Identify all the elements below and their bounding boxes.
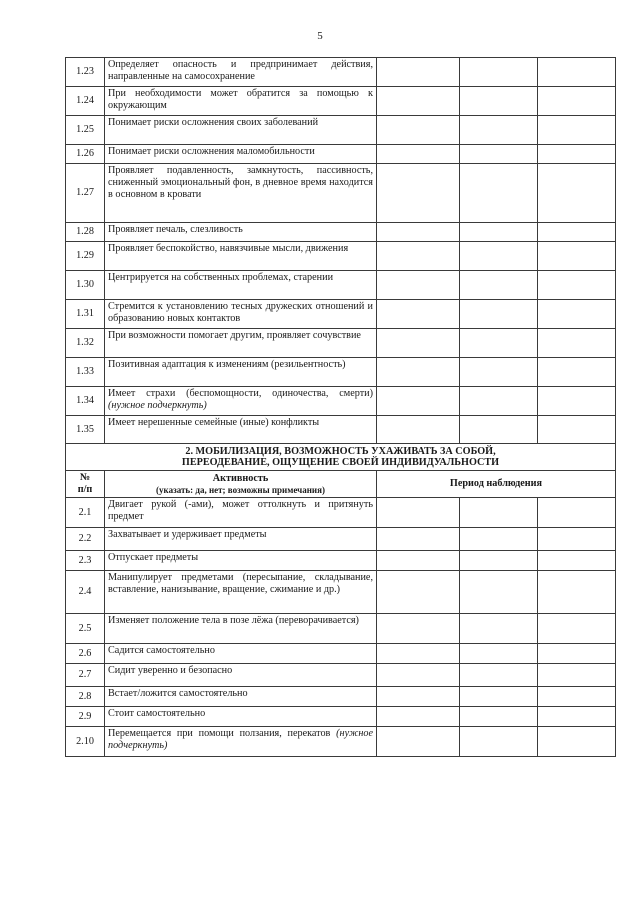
activity-column-header: [105, 471, 377, 498]
observation-cell[interactable]: [377, 242, 460, 271]
observation-cell[interactable]: [460, 664, 538, 687]
observation-cell[interactable]: [377, 164, 460, 223]
row-description: [105, 727, 377, 757]
table-row: [66, 329, 616, 358]
table-row: [66, 498, 616, 528]
row-description-text: Перемещается при помощи ползания, перекатов: [108, 728, 337, 739]
observation-cell[interactable]: [377, 358, 460, 387]
row-number: 2.9: [66, 707, 105, 727]
row-description: [105, 223, 377, 242]
row-description-text: Встает/ложится самостоятельно: [108, 688, 248, 699]
table-row: [66, 58, 616, 87]
row-description: [105, 329, 377, 358]
row-number: 2.4: [66, 571, 105, 614]
observation-cell[interactable]: [460, 644, 538, 664]
row-description-text: Манипулирует предметами (пересыпание, складывание, вставление, нанизывание, вращение, сжимание и др.): [108, 572, 373, 595]
row-number: 1.35: [66, 416, 105, 444]
table-row: [66, 644, 616, 664]
table-row: [66, 271, 616, 300]
observation-cell[interactable]: [538, 528, 616, 551]
row-description-text: Захватывает и удерживает предметы: [108, 529, 267, 540]
table-row: [66, 300, 616, 329]
observation-cell[interactable]: [377, 116, 460, 145]
observation-cell[interactable]: [460, 271, 538, 300]
period-column-header: Период наблюдения: [377, 471, 616, 498]
observation-cell[interactable]: [538, 164, 616, 223]
observation-cell[interactable]: [538, 145, 616, 164]
observation-cell[interactable]: [460, 242, 538, 271]
observation-cell[interactable]: [460, 87, 538, 116]
observation-cell[interactable]: [538, 242, 616, 271]
observation-cell[interactable]: [538, 664, 616, 687]
observation-cell[interactable]: [538, 551, 616, 571]
observation-cell[interactable]: [538, 644, 616, 664]
observation-cell[interactable]: [460, 614, 538, 644]
row-description-text: Центрируется на собственных проблемах, старении: [108, 272, 334, 283]
row-number: 1.31: [66, 300, 105, 329]
observation-cell[interactable]: [377, 528, 460, 551]
observation-cell[interactable]: [377, 387, 460, 416]
observation-cell[interactable]: [460, 707, 538, 727]
observation-cell[interactable]: [377, 300, 460, 329]
observation-cell[interactable]: [377, 498, 460, 528]
row-description-text: Имеет страхи (беспомощности, одиночества, смерти): [108, 388, 373, 399]
observation-cell[interactable]: [460, 223, 538, 242]
observation-cell[interactable]: [538, 571, 616, 614]
row-number: 2.3: [66, 551, 105, 571]
row-description: [105, 528, 377, 551]
row-number: 2.10: [66, 727, 105, 757]
table-row: [66, 116, 616, 145]
observation-cell[interactable]: [538, 329, 616, 358]
table-row: [66, 571, 616, 614]
observation-cell[interactable]: [538, 498, 616, 528]
row-number: 2.7: [66, 664, 105, 687]
row-description-text: Понимает риски осложнения маломобильности: [108, 146, 315, 157]
observation-cell[interactable]: [460, 116, 538, 145]
observation-cell[interactable]: [460, 358, 538, 387]
assessment-table: [65, 57, 616, 757]
observation-cell[interactable]: [460, 329, 538, 358]
section-2-title: [66, 444, 616, 471]
observation-cell[interactable]: [377, 571, 460, 614]
observation-cell[interactable]: [377, 707, 460, 727]
row-description-text: Стоит самостоятельно: [108, 708, 206, 719]
observation-cell[interactable]: [460, 145, 538, 164]
table-row: [66, 164, 616, 223]
observation-cell[interactable]: [460, 300, 538, 329]
observation-cell[interactable]: [377, 551, 460, 571]
row-description-note: (нужное подчеркнуть): [108, 400, 207, 411]
row-description: [105, 164, 377, 223]
table-row: [66, 528, 616, 551]
row-description-text: Проявляет печаль, слезливость: [108, 224, 243, 235]
row-description: [105, 571, 377, 614]
row-description-text: Садится самостоятельно: [108, 645, 215, 656]
observation-cell[interactable]: [377, 58, 460, 87]
row-number: 1.34: [66, 387, 105, 416]
table-row: [66, 416, 616, 444]
row-number: 1.30: [66, 271, 105, 300]
observation-cell[interactable]: [538, 727, 616, 757]
row-number: 2.1: [66, 498, 105, 528]
number-column-header: № п/п: [66, 471, 105, 498]
table-row: [66, 223, 616, 242]
section2-header-block: [66, 444, 616, 498]
row-description-text: Стремится к установлению тесных дружеских отношений и образованию новых контактов: [108, 301, 373, 324]
observation-cell[interactable]: [377, 223, 460, 242]
observation-cell[interactable]: [460, 58, 538, 87]
row-description-text: Позитивная адаптация к изменениям (резильентность): [108, 359, 346, 370]
activity-header-note: (указать: да, нет; возможны примечания): [156, 485, 325, 495]
row-description-text: Определяет опасность и предпринимает действия, направленные на самосохранение: [108, 59, 373, 82]
observation-cell[interactable]: [538, 687, 616, 707]
section-2-title-line1: 2. МОБИЛИЗАЦИЯ, ВОЗМОЖНОСТЬ УХАЖИВАТЬ ЗА СОБОЙ,: [185, 446, 496, 457]
row-description: [105, 300, 377, 329]
row-description: [105, 614, 377, 644]
table-row: [66, 87, 616, 116]
row-number: 1.32: [66, 329, 105, 358]
observation-cell[interactable]: [538, 300, 616, 329]
observation-cell[interactable]: [377, 664, 460, 687]
row-description: [105, 416, 377, 444]
row-number: 1.23: [66, 58, 105, 87]
observation-cell[interactable]: [538, 223, 616, 242]
observation-cell[interactable]: [377, 687, 460, 707]
row-description: [105, 498, 377, 528]
observation-cell[interactable]: [377, 87, 460, 116]
observation-cell[interactable]: [460, 164, 538, 223]
observation-cell[interactable]: [538, 387, 616, 416]
row-number: 1.27: [66, 164, 105, 223]
row-description: [105, 58, 377, 87]
row-number: 2.2: [66, 528, 105, 551]
row-number: 2.5: [66, 614, 105, 644]
row-description-text: Отпускает предметы: [108, 552, 199, 563]
row-number: 1.24: [66, 87, 105, 116]
row-description: [105, 687, 377, 707]
part2-rows: [66, 498, 616, 757]
row-description-text: Имеет нерешенные семейные (иные) конфликты: [108, 417, 320, 428]
observation-cell[interactable]: [460, 498, 538, 528]
row-description: [105, 387, 377, 416]
page-number: 5: [317, 30, 323, 42]
observation-cell[interactable]: [377, 416, 460, 444]
table-row: [66, 687, 616, 707]
observation-cell[interactable]: [460, 416, 538, 444]
table-row: [66, 707, 616, 727]
section-2-title-row: [66, 444, 616, 471]
row-description-text: Проявляет беспокойство, навязчивые мысли, движения: [108, 243, 349, 254]
row-description: [105, 664, 377, 687]
table-row: [66, 358, 616, 387]
observation-cell[interactable]: [538, 116, 616, 145]
observation-cell[interactable]: [538, 58, 616, 87]
row-description-text: Сидит уверенно и безопасно: [108, 665, 233, 676]
row-number: 1.33: [66, 358, 105, 387]
activity-header-title: Активность: [212, 473, 269, 484]
observation-cell[interactable]: [460, 727, 538, 757]
observation-cell[interactable]: [460, 528, 538, 551]
row-description: [105, 707, 377, 727]
row-number: 1.25: [66, 116, 105, 145]
observation-cell[interactable]: [538, 614, 616, 644]
section-2-title-line2: ПЕРЕОДЕВАНИЕ, ОЩУЩЕНИЕ СВОЕЙ ИНДИВИДУАЛЬНОСТИ: [181, 457, 500, 468]
row-description-text: При необходимости может обратится за помощью к окружающим: [108, 88, 373, 111]
row-description: [105, 551, 377, 571]
row-description: [105, 644, 377, 664]
row-number: 1.29: [66, 242, 105, 271]
row-number: 1.28: [66, 223, 105, 242]
row-description: [105, 242, 377, 271]
row-description: [105, 87, 377, 116]
row-description-text: Изменяет положение тела в позе лёжа (переворачивается): [108, 615, 359, 626]
table-row: [66, 387, 616, 416]
table-row: [66, 551, 616, 571]
row-number: 1.26: [66, 145, 105, 164]
observation-cell[interactable]: [538, 87, 616, 116]
observation-cell[interactable]: [460, 387, 538, 416]
observation-cell[interactable]: [538, 271, 616, 300]
row-description-text: Понимает риски осложнения своих заболеваний: [108, 117, 319, 128]
row-description-text: Двигает рукой (-ами), может оттолкнуть и притянуть предмет: [108, 499, 373, 522]
observation-cell[interactable]: [538, 416, 616, 444]
observation-cell[interactable]: [460, 551, 538, 571]
table-row: [66, 727, 616, 757]
observation-cell[interactable]: [377, 727, 460, 757]
row-number: 2.6: [66, 644, 105, 664]
observation-cell[interactable]: [377, 329, 460, 358]
row-description-text: При возможности помогает другим, проявляет сочувствие: [108, 330, 361, 341]
row-description: [105, 145, 377, 164]
table-row: [66, 614, 616, 644]
observation-cell[interactable]: [377, 271, 460, 300]
observation-cell[interactable]: [377, 644, 460, 664]
table-row: [66, 242, 616, 271]
row-description: [105, 271, 377, 300]
table-row: [66, 145, 616, 164]
column-header-row: [66, 471, 616, 498]
observation-cell[interactable]: [377, 145, 460, 164]
observation-cell[interactable]: [460, 571, 538, 614]
part1-rows: [66, 58, 616, 444]
row-number: 2.8: [66, 687, 105, 707]
row-description-text: Проявляет подавленность, замкнутость, пассивность, сниженный эмоциональный фон, в дневное время находится в основном в кровати: [108, 165, 373, 200]
row-description: [105, 116, 377, 145]
observation-cell[interactable]: [377, 614, 460, 644]
observation-cell[interactable]: [538, 358, 616, 387]
row-description-note: (нужное подчеркнуть): [108, 728, 373, 751]
table-row: [66, 664, 616, 687]
observation-cell[interactable]: [460, 687, 538, 707]
observation-cell[interactable]: [538, 707, 616, 727]
row-description: [105, 358, 377, 387]
